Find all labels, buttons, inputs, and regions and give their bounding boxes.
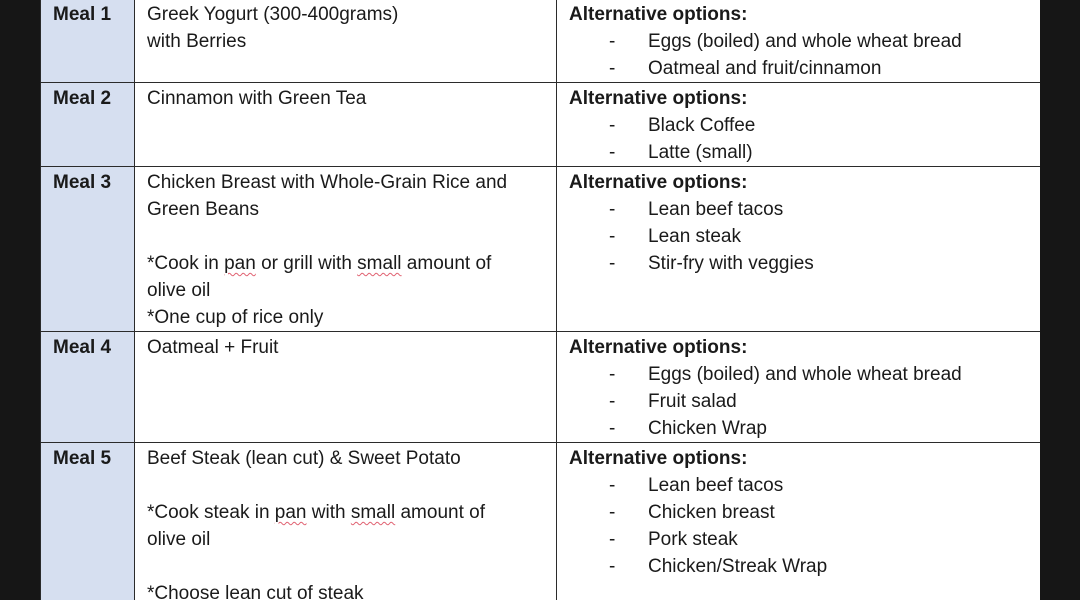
alternatives-cell: [557, 443, 1041, 600]
dash-bullet: -: [609, 418, 616, 439]
alternatives-cell: [557, 0, 1041, 83]
alternative-option: - Stir-fry with veggies: [569, 250, 1040, 277]
dash-bullet: -: [609, 226, 616, 247]
dash-bullet: -: [609, 142, 616, 163]
meal-plan-table: [40, 0, 1040, 600]
dash-bullet: -: [609, 502, 616, 523]
alternatives-heading: Alternative options:: [569, 448, 748, 469]
spellcheck-word: pan: [224, 253, 256, 274]
alternative-option: - Lean beef tacos: [569, 196, 1040, 223]
alternative-option: - Chicken Wrap: [569, 415, 1040, 442]
dash-bullet: -: [609, 391, 616, 412]
cooking-note: *Cook steak in pan with small amount of: [147, 502, 485, 523]
main-dish-line: Green Beans: [147, 199, 259, 220]
dash-bullet: -: [609, 253, 616, 274]
alternatives-cell: [557, 332, 1041, 443]
cooking-note: *Cook in pan or grill with small amount of: [147, 253, 492, 274]
spellcheck-word: small: [350, 502, 396, 523]
alternatives-list: [569, 472, 1040, 580]
alternative-option: - Eggs (boiled) and whole wheat bread: [569, 28, 1040, 55]
main-dish-line: Cinnamon with Green Tea: [147, 88, 367, 109]
main-dish-line: Chicken Breast with Whole-Grain Rice and: [147, 172, 508, 193]
meal-label: Meal 5: [41, 443, 135, 600]
cooking-note-cont: olive oil: [147, 280, 211, 301]
meal-row: [41, 443, 1041, 600]
main-dish-cell: [135, 0, 557, 83]
dash-bullet: -: [609, 199, 616, 220]
portion-note: *One cup of rice only: [147, 307, 324, 328]
meal-row: [41, 0, 1041, 83]
steak-note: *Choose lean cut of steak: [147, 583, 364, 600]
meal-row: [41, 332, 1041, 443]
alternatives-heading: Alternative options:: [569, 172, 748, 193]
dash-bullet: -: [609, 364, 616, 385]
cooking-note-cont: olive oil: [147, 529, 211, 550]
alternatives-list: [569, 361, 1040, 442]
alternative-option: - Lean steak: [569, 223, 1040, 250]
alternatives-cell: [557, 167, 1041, 332]
dash-bullet: -: [609, 475, 616, 496]
alternative-option: - Eggs (boiled) and whole wheat bread: [569, 361, 1040, 388]
meal-label: Meal 2: [41, 83, 135, 167]
alternative-option: - Fruit salad: [569, 388, 1040, 415]
alternatives-list: [569, 28, 1040, 82]
spellcheck-word: small: [357, 253, 402, 274]
main-dish-cell: [135, 83, 557, 167]
alternatives-heading: Alternative options:: [569, 88, 748, 109]
dash-bullet: -: [609, 556, 616, 577]
dash-bullet: -: [609, 31, 616, 52]
alternatives-list: [569, 112, 1040, 166]
main-dish-line: with Berries: [147, 31, 247, 52]
alternative-option: - Chicken breast: [569, 499, 1040, 526]
spellcheck-word: pan: [274, 502, 307, 523]
alternative-option: - Latte (small): [569, 139, 1040, 166]
alternatives-list: [569, 196, 1040, 277]
alternative-option: - Pork steak: [569, 526, 1040, 553]
alternative-option: - Oatmeal and fruit/cinnamon: [569, 55, 1040, 82]
alternatives-heading: Alternative options:: [569, 337, 748, 358]
alternative-option: - Black Coffee: [569, 112, 1040, 139]
main-dish-cell: [135, 443, 557, 600]
main-dish-line: Beef Steak (lean cut) & Sweet Potato: [147, 448, 461, 469]
meal-label: Meal 3: [41, 167, 135, 332]
document-page: [40, 0, 1040, 600]
alternatives-cell: [557, 83, 1041, 167]
alternatives-heading: Alternative options:: [569, 4, 748, 25]
meal-row: [41, 167, 1041, 332]
meal-label: Meal 4: [41, 332, 135, 443]
alternative-option: - Chicken/Streak Wrap: [569, 553, 1040, 580]
dash-bullet: -: [609, 58, 616, 79]
alternative-option: - Lean beef tacos: [569, 472, 1040, 499]
main-dish-line: Oatmeal + Fruit: [147, 337, 279, 358]
main-dish-cell: [135, 332, 557, 443]
meal-label: Meal 1: [41, 0, 135, 83]
meal-row: [41, 83, 1041, 167]
dash-bullet: -: [609, 529, 616, 550]
dash-bullet: -: [609, 115, 616, 136]
main-dish-line: Greek Yogurt (300-400grams): [147, 4, 399, 25]
main-dish-cell: [135, 167, 557, 332]
